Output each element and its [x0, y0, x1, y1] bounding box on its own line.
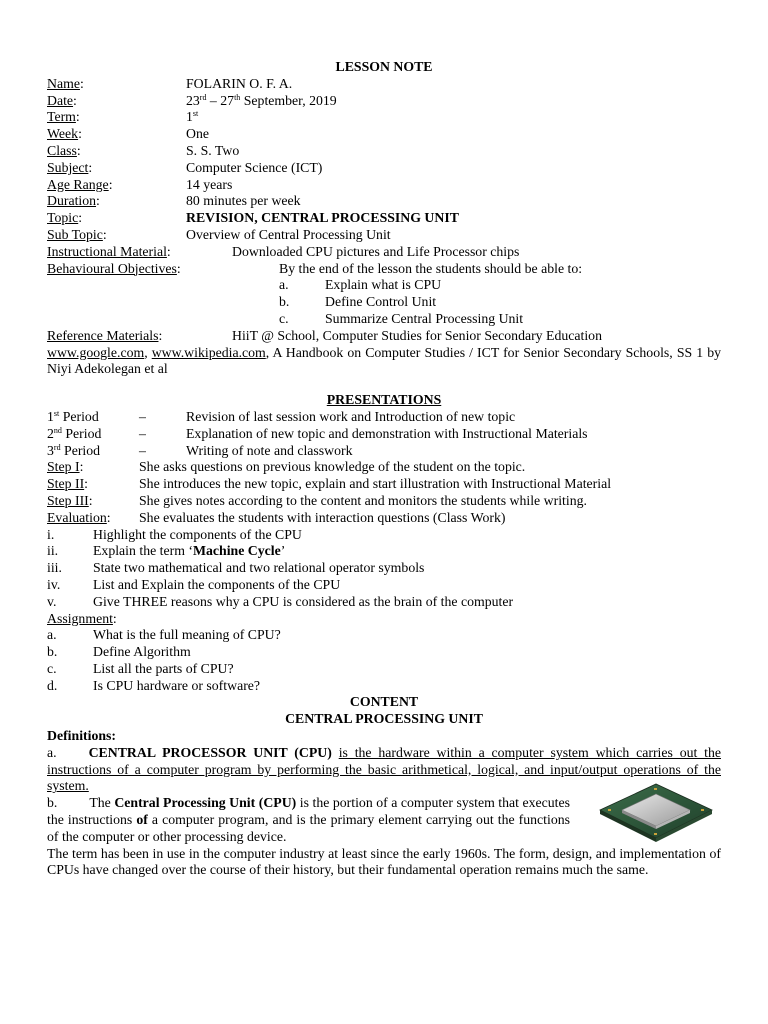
definitions-label: Definitions: [47, 728, 116, 744]
subject-value: Computer Science (ICT) [186, 159, 323, 175]
evaluation-text: List and Explain the components of the CPU [93, 576, 341, 592]
info-subject: Subject: Computer Science (ICT) [47, 159, 323, 175]
objective-marker: c. [279, 310, 289, 326]
info-age-range: Age Range: 14 years [47, 176, 233, 192]
period-dash: – [139, 442, 146, 458]
presentations-heading: PRESENTATIONS [326, 392, 442, 408]
objective-item [47, 311, 721, 328]
definition-b-term: Central Processing Unit (CPU) [114, 795, 297, 811]
assignment-marker: b. [47, 644, 58, 660]
step-text: She gives notes according to the content and monitors the students while writing. [139, 492, 587, 508]
objective-item [47, 277, 721, 294]
info-sub-topic: Sub Topic: Overview of Central Processing Unit [47, 226, 391, 242]
definition-a-term: CENTRAL PROCESSOR UNIT (CPU) [88, 744, 332, 760]
content-heading: CONTENT [349, 694, 419, 710]
evaluation-text: State two mathematical and two relational operator symbols [93, 560, 425, 576]
period-row [47, 409, 721, 426]
info-reference-materials: Reference Materials: HiiT @ School, Computer Studies for Senior Secondary Education [47, 327, 602, 343]
step-text: She asks questions on previous knowledge of the student on the topic. [139, 459, 526, 475]
date-label: Date [47, 92, 74, 108]
step-label: Step II [47, 476, 85, 492]
period-dash: – [139, 425, 146, 441]
term-label: Term [47, 109, 76, 125]
google-link[interactable]: www.google.com [47, 344, 145, 360]
step-text: She evaluates the students with interaction questions (Class Work) [139, 509, 506, 525]
subject-label: Subject [47, 159, 89, 175]
step-label: Step III [47, 492, 89, 508]
assignment-item [47, 644, 721, 661]
wikipedia-link[interactable]: www.wikipedia.com [151, 344, 266, 360]
evaluation-item [47, 577, 721, 594]
instructional-material-label: Instructional Material [47, 243, 167, 259]
step-row: Step II: She introduces the new topic, explain and start illustration with Instructional Material [47, 476, 612, 492]
assignment-text: Is CPU hardware or software? [93, 677, 261, 693]
assignment-heading: Assignment: [47, 610, 117, 626]
period-row [47, 443, 721, 460]
term-value: 1st [186, 109, 199, 125]
behavioural-objectives-label: Behavioural Objectives [47, 260, 177, 276]
definition-b-marker: b. [47, 795, 58, 811]
step-label: Evaluation [47, 509, 107, 525]
duration-value: 80 minutes per week [186, 193, 301, 209]
evaluation-marker: i. [47, 526, 55, 542]
assignment-marker: d. [47, 677, 58, 693]
step-label: Step I [47, 459, 80, 475]
age-range-label: Age Range [47, 176, 109, 192]
lesson-note-page [47, 59, 721, 879]
objective-marker: a. [279, 277, 289, 293]
name-label: Name [47, 75, 80, 91]
sub-topic-value: Overview of Central Processing Unit [186, 226, 391, 242]
reference-materials-value: HiiT @ School, Computer Studies for Senior Secondary Education [232, 327, 602, 343]
period-dash: – [139, 408, 146, 424]
info-term: Term: 1st [47, 109, 199, 125]
evaluation-item [47, 560, 721, 577]
assignment-text: What is the full meaning of CPU? [93, 627, 281, 643]
info-date: Date: 23rd – 27th September, 2019 [47, 92, 337, 108]
date-value: 23rd – 27th September, 2019 [186, 92, 337, 108]
objective-text: Explain what is CPU [325, 277, 442, 293]
definition-b: b. The Central Processing Unit (CPU) is the portion of a computer system that executes the instructions of a computer program, and is the primary element carrying out the functions of the computer or other processing device. [47, 795, 571, 844]
week-value: One [186, 126, 209, 142]
period-text: Explanation of new topic and demonstration with Instructional Materials [186, 425, 588, 441]
instructional-material-value: Downloaded CPU pictures and Life Processor chips [232, 243, 520, 259]
behavioural-objectives-value: By the end of the lesson the students should be able to: [279, 260, 583, 276]
name-value: FOLARIN O. F. A. [186, 75, 293, 91]
info-duration: Duration: 80 minutes per week [47, 193, 301, 209]
definition-a-text: is the hardware within a computer system which carries out the instructions of a computer program by performing the basic arithmetical, logical, and input/output operations of the system. [47, 744, 721, 794]
class-value: S. S. Two [186, 142, 240, 158]
evaluation-marker: ii. [47, 543, 59, 559]
content-subheading: CENTRAL PROCESSING UNIT [285, 711, 483, 727]
evaluation-text: Highlight the components of the CPU [93, 526, 302, 542]
reference-continuation: , A Handbook on Computer Studies / ICT for Senior Secondary Schools, SS 1 by Niyi Adekolegan et al [47, 344, 721, 377]
period-row [47, 426, 721, 443]
objective-item [47, 294, 721, 311]
assignment-marker: a. [47, 627, 57, 643]
step-text: She introduces the new topic, explain and start illustration with Instructional Material [139, 476, 612, 492]
evaluation-item [47, 543, 721, 560]
evaluation-text: Give THREE reasons why a CPU is considered as the brain of the computer [93, 593, 514, 609]
reference-links-paragraph: www.google.com, www.wikipedia.com, A Handbook on Computer Studies / ICT for Senior Secondary Schools, SS 1 by Niyi Adekolegan et al [47, 344, 721, 377]
info-instructional-material: Instructional Material: Downloaded CPU pictures and Life Processor chips [47, 243, 520, 259]
duration-label: Duration [47, 193, 97, 209]
objective-text: Define Control Unit [325, 294, 437, 310]
assignment-text: Define Algorithm [93, 644, 191, 660]
reference-materials-label: Reference Materials [47, 327, 159, 343]
age-range-value: 14 years [186, 176, 233, 192]
evaluation-marker: v. [47, 593, 57, 609]
assignment-item [47, 627, 721, 644]
evaluation-item [47, 594, 721, 611]
info-topic: Topic: REVISION, CENTRAL PROCESSING UNIT [47, 210, 459, 226]
info-behavioural-objectives: Behavioural Objectives: By the end of the lesson the students should be able to: [47, 260, 583, 276]
evaluation-marker: iii. [47, 560, 62, 576]
period-text: Revision of last session work and Introduction of new topic [186, 408, 516, 424]
assignment-item [47, 661, 721, 678]
evaluation-text: Explain the term ‘Machine Cycle’ [93, 543, 286, 559]
content-paragraph: The term has been in use in the computer industry at least since the early 1960s. The form, design, and implementation of CPUs have changed over the course of their history, but their fundamental operation remains much the same. [47, 845, 721, 878]
info-week: Week: One [47, 126, 209, 142]
page-title: LESSON NOTE [335, 59, 433, 74]
objective-text: Summarize Central Processing Unit [325, 310, 524, 326]
topic-label: Topic [47, 210, 79, 226]
topic-value: REVISION, CENTRAL PROCESSING UNIT [186, 210, 459, 226]
assignment-marker: c. [47, 660, 57, 676]
cpu-chip-image [596, 780, 716, 848]
definition-a-marker: a. [47, 744, 57, 760]
assignment-text: List all the parts of CPU? [93, 660, 234, 676]
week-label: Week [47, 126, 79, 142]
info-name: Name: FOLARIN O. F. A. [47, 75, 293, 91]
class-label: Class [47, 142, 77, 158]
period-label: 1st Period [47, 408, 99, 424]
assignment-item [47, 678, 721, 695]
evaluation-item [47, 527, 721, 544]
step-row: Evaluation: She evaluates the students with interaction questions (Class Work) [47, 509, 506, 525]
sub-topic-label: Sub Topic [47, 226, 103, 242]
objective-marker: b. [279, 294, 290, 310]
step-row: Step I: She asks questions on previous knowledge of the student on the topic. [47, 459, 526, 475]
step-row: Step III: She gives notes according to the content and monitors the students while writing. [47, 492, 587, 508]
period-text: Writing of note and classwork [186, 442, 353, 458]
evaluation-marker: iv. [47, 576, 61, 592]
period-label: 2nd Period [47, 425, 102, 441]
period-label: 3rd Period [47, 442, 101, 458]
info-class: Class: S. S. Two [47, 142, 240, 158]
